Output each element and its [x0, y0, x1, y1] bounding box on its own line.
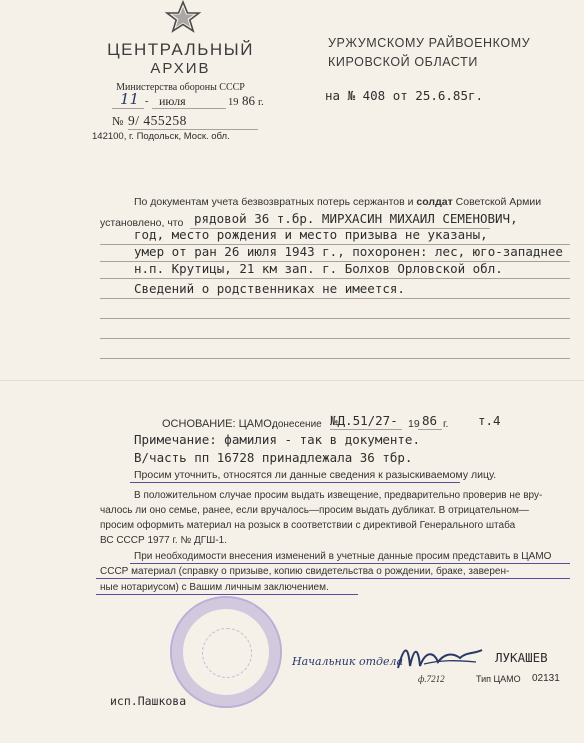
body-line4: н.п. Крутицы, 21 км зап. г. Болхов Орловской обл. [134, 261, 503, 276]
print-label: Тип ЦАМО [476, 674, 521, 684]
basis-year-suffix: г. [443, 418, 449, 430]
recipient-line1: УРЖУМСКОМУ РАЙВОЕНКОМУ [328, 36, 531, 50]
archive-name-line2: АРХИВ [150, 60, 211, 77]
postal-address: 142100, г. Подольск, Моск. обл. [92, 131, 230, 142]
body-line3: умер от ран 26 июля 1943 г., похоронен: лес, юго-западнее [134, 244, 563, 259]
basis-label: ОСНОВАНИЕ: ЦАМО, [162, 418, 275, 430]
date-year-prefix: 19 [228, 97, 239, 108]
body-line5: Сведений о родственниках не имеется. [134, 281, 405, 296]
basis-year-prefix: 19 [408, 418, 420, 430]
basis-volume: т.4 [478, 413, 501, 428]
reference-number: на № 408 от 25.6.85г. [325, 88, 484, 103]
signature-mark [394, 640, 486, 674]
request-p2-line3: просим оформить материал на розыск в соответствии с директивой Генерального штаба [100, 520, 516, 531]
round-seal-stamp [170, 596, 282, 708]
basis-report-no: №Д.51/27- [330, 413, 398, 428]
print-number: 02131 [532, 673, 560, 684]
date-month: июля [159, 94, 186, 108]
signatory-position: Начальник отдела [292, 655, 404, 668]
intro-text: По документам учета безвозвратных потерь сержантов и солдат Советской Армии [134, 196, 542, 208]
number-label: № [112, 114, 124, 128]
request-p3-line3: ные нотариусом) с Вашим личным заключением. [100, 582, 329, 593]
recipient-line2: КИРОВСКОЙ ОБЛАСТИ [328, 55, 478, 69]
body-line2: год, место рождения и место призыва не указаны, [134, 227, 488, 242]
signatory-name: ЛУКАШЕВ [495, 650, 548, 665]
archive-name-line1: ЦЕНТРАЛЬНЫЙ [107, 40, 254, 59]
intro-soldiers: солдат [416, 196, 453, 208]
date-day: 11 [120, 90, 140, 108]
header-date: 11 - июля 19 86 г. [112, 92, 272, 110]
basis-unit: В/часть пп 16728 принадлежала 36 тбр. [134, 450, 413, 465]
basis-year: 86 [422, 413, 438, 428]
star-emblem-icon [163, 0, 203, 34]
basis-report: донесение [272, 419, 322, 430]
request-p3-line1: При необходимости внесения изменений в учетные данные просим представить в ЦАМО [134, 551, 552, 562]
date-year: 86 [242, 93, 255, 108]
request-p3-line2: СССР материал (справку о призыве, копию свидетельства о рождении, браке, заверен- [100, 566, 510, 577]
paper-fold [0, 380, 584, 381]
request-p2-line2: чалось ли оно семье, ранее, если вручалось—просим выдать дубликат. В отрицательном— [100, 505, 529, 516]
established-label: установлено, что [100, 217, 184, 229]
print-code: ф.7212 [418, 674, 445, 684]
body-line1: рядовой 36 т.бр. МИРХАСИН МИХАИЛ СЕМЕНОВИЧ, [194, 211, 518, 226]
date-suffix: г. [258, 97, 264, 108]
basis-note: Примечание: фамилия - так в документе. [134, 432, 420, 447]
number-value: 9/ 455258 [128, 113, 187, 128]
executor: исп.Пашкова [110, 694, 187, 708]
request-p1: Просим уточнить, относятся ли данные сведения к разыскиваемому лицу. [134, 469, 497, 481]
request-p2-line4: ВС СССР 1977 г. № ДГШ-1. [100, 535, 227, 546]
header-number [112, 112, 272, 130]
request-p2-line1: В положительном случае просим выдать извещение, предварительно проверив не вру- [134, 490, 543, 501]
ministry-label: Министерства обороны СССР [116, 82, 245, 93]
